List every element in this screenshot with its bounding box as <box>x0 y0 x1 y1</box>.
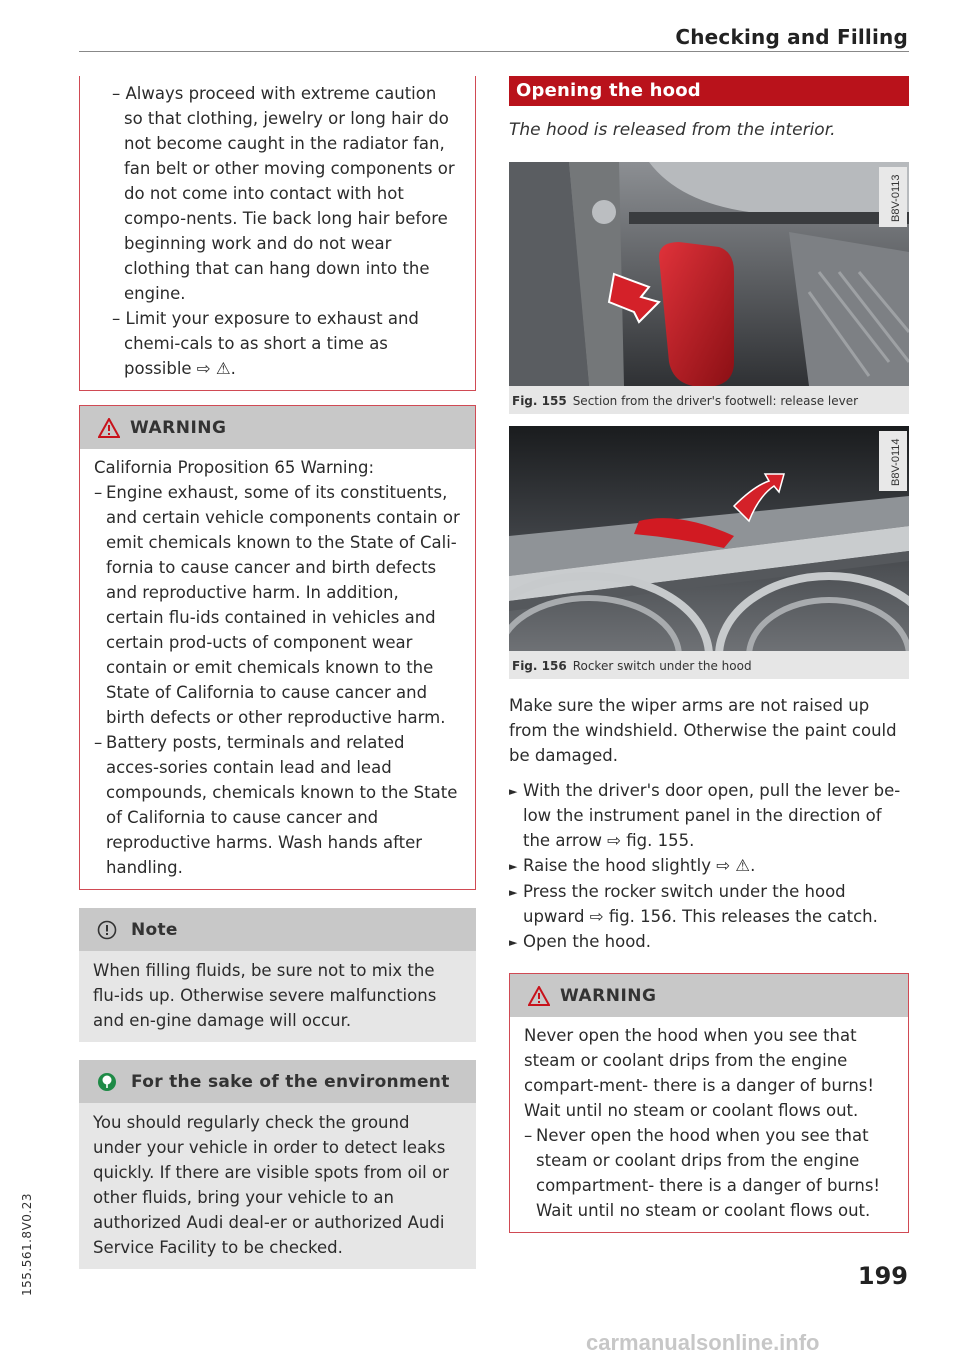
intro-paragraph: Make sure the wiper arms are not raised up from the windshield. Otherwise the paint could be damaged. <box>509 696 897 765</box>
step-marker: ► <box>509 936 518 949</box>
note-body: When filling fluids, be sure not to mix the flu-ids up. Otherwise severe malfunctions and en-gine damage will occur. <box>79 951 476 1042</box>
warning-item-text: Battery posts, terminals and related acces-sories contain lead and lead compounds, chemicals known to the State of California to cause cancer and reproductive harms. Wash hands after handling. <box>106 733 458 877</box>
left-column <box>79 76 476 1269</box>
step-text: Raise the hood slightly ⇨ ⚠. <box>523 856 756 875</box>
running-head: Checking and Filling <box>675 25 908 49</box>
warning-item-text: Engine exhaust, some of its constituents, and certain vehicle components contain or emit chemicals known to the State of Cali-fornia to cause cancer and birth defects and reproductive harm. In addition, certain flu-ids contained in vehicles and certain prod-ucts of component wear contain or emit chemicals known to the State of California to cause cancer and birth defects or other reproductive harm. <box>106 483 460 727</box>
warning-body <box>510 1017 908 1232</box>
warning-triangle-icon <box>528 986 550 1006</box>
figure-caption <box>509 386 909 408</box>
header-rule <box>79 51 909 52</box>
environment-title: For the sake of the environment <box>131 1071 450 1092</box>
warning-triangle-icon <box>98 418 120 438</box>
step-item <box>509 879 909 929</box>
step-item <box>509 853 909 879</box>
environment-header <box>79 1060 476 1103</box>
warning-title: WARNING <box>560 985 657 1006</box>
dash-marker: – <box>94 483 103 502</box>
dash-marker: – <box>524 1126 533 1145</box>
figure-caption-text: Rocker switch under the hood <box>572 659 752 673</box>
figure-156 <box>509 426 909 679</box>
warning-body <box>80 449 475 889</box>
warning-item-text: Never open the hood when you see that steam or coolant drips from the engine compartment- there is a danger of burns! Wait until no steam or coolant flows out. <box>536 1126 881 1220</box>
step-text: Press the rocker switch under the hood upward ⇨ fig. 156. This releases the catch. <box>523 882 878 926</box>
rocker-switch-photo <box>509 426 909 651</box>
warning-box <box>79 405 476 890</box>
right-column <box>509 76 909 1233</box>
release-lever-photo <box>509 162 909 386</box>
continued-warning-item-2: – Limit your exposure to exhaust and chemi-cals to as short a time as possible ⇨ ⚠. <box>112 309 419 378</box>
step-marker: ► <box>509 860 518 873</box>
warning-item <box>94 730 461 880</box>
step-item <box>509 929 909 955</box>
figure-caption <box>509 651 909 673</box>
step-marker: ► <box>509 785 518 798</box>
environment-tree-icon <box>97 1072 117 1092</box>
environment-box <box>79 1060 476 1269</box>
warning-item <box>524 1123 894 1223</box>
step-list <box>509 778 909 955</box>
note-title: Note <box>131 919 178 940</box>
step-text: Open the hood. <box>523 932 652 951</box>
side-document-code: 155.561.8V0.23 <box>20 1193 34 1296</box>
watermark: carmanualsonline.info <box>586 1330 820 1355</box>
figure-155 <box>509 162 909 414</box>
page-number: 199 <box>857 1262 908 1290</box>
section-title: Opening the hood <box>509 76 909 106</box>
continued-warning-box <box>79 76 476 391</box>
warning-text: Never open the hood when you see that steam or coolant drips from the engine compart-ment- there is a danger of burns! Wait until no steam or coolant flows out. <box>524 1026 874 1120</box>
note-box <box>79 908 476 1042</box>
figure-label: Fig. 156 <box>512 659 567 673</box>
warning-header <box>510 974 908 1017</box>
info-circle-icon <box>97 920 117 940</box>
warning-item <box>94 480 461 730</box>
figure-caption-text: Section from the driver's footwell: release lever <box>572 394 859 408</box>
step-item <box>509 778 909 853</box>
note-header <box>79 908 476 951</box>
warning-title: WARNING <box>130 417 227 438</box>
step-marker: ► <box>509 886 518 899</box>
step-text: With the driver's door open, pull the lever be-low the instrument panel in the direction of the arrow ⇨ fig. 155. <box>523 781 901 850</box>
warning-header <box>80 406 475 449</box>
figure-label: Fig. 155 <box>512 394 567 408</box>
figure-code: B8V-0114 <box>890 438 902 486</box>
environment-body: You should regularly check the ground under your vehicle in order to detect leaks quickly. If there are visible spots from oil or other fluids, bring your vehicle to an authorized Audi deal-er or authorized Audi Service Facility to be checked. <box>79 1103 476 1269</box>
continued-warning-item-1: – Always proceed with extreme caution so that clothing, jewelry or long hair do not become caught in the radiator fan, fan belt or other moving components or do not come into contact with hot compo-nents. Tie back long hair before beginning work and do not wear clothing that can hang down into the engine. <box>112 84 455 303</box>
figure-code: B8V-0113 <box>890 174 902 222</box>
dash-marker: – <box>94 733 103 752</box>
warning-box-right <box>509 973 909 1233</box>
warning-intro: California Proposition 65 Warning: <box>94 458 375 477</box>
section-subtitle: The hood is released from the interior. <box>509 120 836 140</box>
